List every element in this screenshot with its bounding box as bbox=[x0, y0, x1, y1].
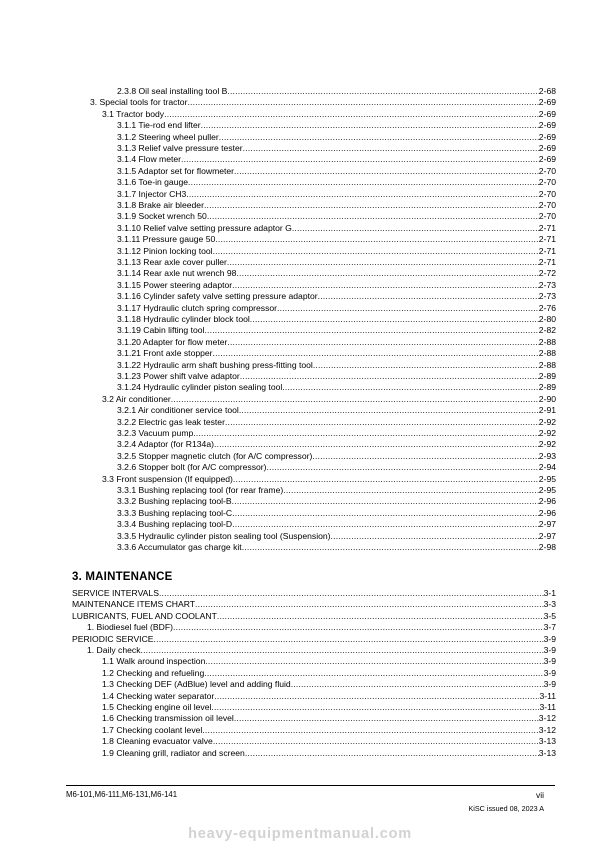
toc-leader-dots bbox=[159, 588, 544, 599]
toc-leader-dots bbox=[141, 645, 544, 656]
toc-entry-page: 2-69 bbox=[538, 143, 556, 153]
toc-entry-page: 2-69 bbox=[538, 97, 556, 108]
toc-entry[interactable] bbox=[117, 531, 556, 542]
toc-entry-title: 3.2.6 Stopper bolt (for A/C compressor) bbox=[117, 462, 267, 473]
toc-entry-title: 3.3.3 Bushing replacing tool-C bbox=[117, 507, 233, 518]
toc-leader-dots bbox=[245, 748, 539, 759]
toc-entry[interactable] bbox=[117, 382, 556, 393]
toc-entry-title: 3.3 Front suspension (If equipped) bbox=[102, 473, 233, 484]
footer-model-list: M6-101,M6-111,M6-131,M6-141 bbox=[66, 790, 178, 799]
toc-leader-dots bbox=[312, 451, 538, 462]
toc-entry-title: 3.2 Air conditioner bbox=[102, 393, 171, 404]
toc-leader-dots bbox=[283, 485, 539, 496]
toc-leader-dots bbox=[242, 542, 539, 553]
toc-entry-title: 3.3.5 Hydraulic cylinder piston sealing tool (Suspension) bbox=[117, 530, 331, 541]
toc-entry-page: 2-73 bbox=[538, 291, 556, 302]
toc-entry-title: 3.1 Tractor body bbox=[102, 108, 165, 119]
toc-entry-title: 3.2.4 Adaptor (for R134a) bbox=[117, 439, 214, 450]
toc-leader-dots bbox=[213, 246, 539, 257]
toc-entry-title: 3. Special tools for tractor bbox=[90, 97, 188, 108]
toc-entry[interactable] bbox=[117, 508, 556, 519]
toc-entry-title: 1.9 Cleaning grill, radiator and screen bbox=[102, 747, 245, 758]
toc-entry-title: 3.1.17 Hydraulic clutch spring compressor bbox=[117, 302, 278, 313]
toc-entry-page: 3-1 bbox=[543, 588, 556, 598]
toc-entry[interactable] bbox=[117, 211, 556, 222]
toc-entry-page: 2-88 bbox=[538, 359, 556, 370]
toc-entry[interactable] bbox=[117, 223, 556, 234]
toc-entry-page: 2-91 bbox=[538, 405, 556, 416]
toc-entry[interactable] bbox=[117, 542, 556, 553]
toc-leader-dots bbox=[292, 223, 539, 234]
toc-entry-page: 3-13 bbox=[538, 736, 556, 747]
toc-entry[interactable] bbox=[117, 280, 556, 291]
toc-entry[interactable] bbox=[72, 588, 556, 599]
toc-leader-dots bbox=[202, 725, 538, 736]
toc-leader-dots bbox=[267, 462, 539, 473]
toc-entry-page: 3-7 bbox=[543, 622, 556, 633]
toc-entry-title: 3.3.6 Accumulator gas charge kit bbox=[117, 542, 242, 552]
toc-leader-dots bbox=[232, 280, 539, 291]
toc-entry-title: 3.1.7 Injector CH3 bbox=[117, 188, 187, 199]
toc-entry-title: 1. Biodiesel fuel (BDF) bbox=[87, 622, 173, 633]
toc-entry-page: 2-90 bbox=[538, 393, 556, 404]
toc-entry-page: 2-95 bbox=[538, 473, 556, 484]
section-heading: 3. MAINTENANCE bbox=[72, 571, 173, 583]
toc-entry-title: 3.3.1 Bushing replacing tool (for rear frame) bbox=[117, 485, 284, 495]
toc-entry-title: 1.7 Checking coolant level bbox=[102, 724, 203, 735]
toc-entry-page: 2-69 bbox=[538, 131, 556, 142]
toc-leader-dots bbox=[232, 496, 539, 507]
toc-entry-title: 3.3.4 Bushing replacing tool-D bbox=[117, 519, 233, 530]
toc-entry[interactable] bbox=[117, 496, 556, 507]
toc-entry-page: 2-88 bbox=[538, 348, 556, 359]
toc-leader-dots bbox=[291, 679, 544, 690]
toc-entry-title: 3.1.14 Rear axle nut wrench 98 bbox=[117, 268, 237, 279]
toc-entry-title: 3.2.1 Air conditioner service tool bbox=[117, 405, 239, 416]
toc-entry[interactable] bbox=[102, 702, 556, 713]
toc-entry-page: 2-68 bbox=[538, 86, 556, 96]
toc-entry[interactable] bbox=[117, 439, 556, 450]
toc-leader-dots bbox=[154, 634, 544, 645]
toc-entry[interactable] bbox=[90, 97, 556, 108]
toc-entry-page: 2-76 bbox=[538, 302, 556, 313]
toc-entry-page: 2-89 bbox=[538, 371, 556, 381]
toc-leader-dots bbox=[277, 303, 539, 314]
toc-leader-dots bbox=[193, 428, 539, 439]
toc-entry-title: SERVICE INTERVALS bbox=[72, 588, 159, 598]
toc-leader-dots bbox=[227, 337, 538, 348]
toc-entry-title: 1.3 Checking DEF (AdBlue) level and adding fluid bbox=[102, 679, 291, 690]
toc-leader-dots bbox=[243, 143, 539, 154]
toc-leader-dots bbox=[240, 371, 539, 382]
toc-entry-title: 3.1.6 Toe-in gauge bbox=[117, 177, 189, 188]
toc-entry-page: 2-89 bbox=[538, 382, 556, 393]
toc-entry-page: 3-3 bbox=[543, 599, 556, 610]
toc-leader-dots bbox=[207, 211, 539, 222]
toc-entry-page: 3-13 bbox=[538, 747, 556, 758]
toc-entry-title: 3.1.16 Cylinder safety valve setting pressure adaptor bbox=[117, 291, 318, 302]
toc-entry-page: 2-98 bbox=[538, 542, 556, 552]
toc-entry-title: 3.1.2 Steering wheel puller bbox=[117, 131, 219, 142]
toc-entry[interactable] bbox=[102, 394, 556, 405]
toc-entry-page: 3-9 bbox=[543, 656, 556, 667]
toc-entry-title: 3.1.10 Relief valve setting pressure adaptor G bbox=[117, 222, 292, 233]
toc-entry-page: 3-9 bbox=[543, 645, 556, 655]
toc-leader-dots bbox=[214, 691, 539, 702]
toc-entry-page: 2-97 bbox=[538, 519, 556, 530]
toc-entry-title: 1.6 Checking transmission oil level bbox=[102, 713, 234, 724]
toc-entry-page: 3-12 bbox=[538, 713, 556, 724]
toc-entry[interactable] bbox=[102, 474, 556, 485]
toc-entry[interactable] bbox=[72, 634, 556, 645]
toc-entry-page: 3-9 bbox=[543, 667, 556, 678]
toc-entry[interactable] bbox=[117, 348, 556, 359]
toc-entry-title: 3.1.22 Hydraulic arm shaft bushing press-fitting tool bbox=[117, 359, 313, 370]
toc-entry[interactable] bbox=[102, 725, 556, 736]
toc-entry[interactable] bbox=[102, 656, 556, 667]
toc-leader-dots bbox=[204, 200, 539, 211]
toc-entry-title: 3.2.3 Vacuum pump bbox=[117, 428, 194, 438]
watermark: heavy-equipmentmanual.com bbox=[188, 826, 412, 842]
toc-entry[interactable] bbox=[117, 177, 556, 188]
toc-entry-page: 3-9 bbox=[543, 679, 556, 690]
toc-entry[interactable] bbox=[117, 451, 556, 462]
toc-entry[interactable] bbox=[117, 189, 556, 200]
toc-entry[interactable] bbox=[87, 622, 556, 633]
toc-entry[interactable] bbox=[117, 428, 556, 439]
toc-leader-dots bbox=[250, 314, 539, 325]
toc-entry-title: 3.2.2 Electric gas leak tester bbox=[117, 416, 225, 427]
toc-entry-page: 2-70 bbox=[538, 188, 556, 199]
toc-entry[interactable] bbox=[117, 246, 556, 257]
toc-leader-dots bbox=[232, 508, 539, 519]
toc-leader-dots bbox=[227, 86, 538, 97]
toc-entry[interactable] bbox=[102, 736, 556, 747]
toc-entry-page: 2-70 bbox=[538, 200, 556, 210]
toc-entry[interactable] bbox=[87, 645, 556, 656]
toc-entry[interactable] bbox=[117, 291, 556, 302]
toc-entry-page: 2-82 bbox=[538, 325, 556, 336]
toc-leader-dots bbox=[217, 611, 544, 622]
toc-leader-dots bbox=[215, 234, 539, 245]
toc-leader-dots bbox=[204, 668, 543, 679]
toc-entry-title: 2.3.8 Oil seal installing tool B bbox=[117, 86, 228, 96]
toc-entry-page: 3-11 bbox=[539, 690, 556, 701]
toc-leader-dots bbox=[239, 405, 539, 416]
toc-entry[interactable] bbox=[117, 234, 556, 245]
toc-entry[interactable] bbox=[102, 691, 556, 702]
toc-entry-title: 1.8 Cleaning evacuator valve bbox=[102, 736, 213, 747]
toc-entry[interactable] bbox=[117, 462, 556, 473]
toc-entry[interactable] bbox=[102, 748, 556, 759]
toc-entry-title: 3.1.3 Relief valve pressure tester bbox=[117, 143, 243, 153]
toc-entry-page: 2-96 bbox=[538, 496, 556, 507]
toc-leader-dots bbox=[213, 736, 539, 747]
toc-entry-title: 3.1.20 Adapter for flow meter bbox=[117, 336, 228, 347]
footer-issue-info: KiSC issued 08, 2023 A bbox=[468, 804, 544, 813]
toc-entry-page: 2-71 bbox=[538, 245, 556, 256]
toc-entry-page: 2-94 bbox=[538, 462, 556, 473]
toc-leader-dots bbox=[188, 177, 539, 188]
toc-entry-title: 3.1.24 Hydraulic cylinder piston sealing tool bbox=[117, 382, 283, 393]
toc-entry[interactable] bbox=[117, 200, 556, 211]
toc-entry-title: PERIODIC SERVICE bbox=[72, 633, 154, 644]
toc-entry[interactable] bbox=[117, 337, 556, 348]
toc-entry-page: 2-73 bbox=[538, 279, 556, 290]
toc-entry-page: 2-80 bbox=[538, 314, 556, 324]
toc-entry-title: 3.1.1 Tie-rod end lifter bbox=[117, 120, 201, 131]
toc-entry-page: 2-71 bbox=[538, 222, 556, 233]
toc-entry[interactable] bbox=[102, 109, 556, 120]
toc-entry-title: 3.1.21 Front axle stopper bbox=[117, 348, 213, 359]
toc-entry[interactable] bbox=[117, 143, 556, 154]
toc-entry-title: 1.5 Checking engine oil level bbox=[102, 702, 212, 712]
toc-leader-dots bbox=[211, 702, 539, 713]
toc-leader-dots bbox=[331, 531, 539, 542]
toc-leader-dots bbox=[214, 439, 539, 450]
toc-leader-dots bbox=[234, 166, 539, 177]
toc-entry-page: 2-88 bbox=[538, 336, 556, 347]
toc-entry-title: 3.1.4 Flow meter bbox=[117, 154, 181, 165]
toc-entry[interactable] bbox=[117, 166, 556, 177]
toc-entry-title: 3.1.11 Pressure gauge 50 bbox=[117, 234, 216, 245]
toc-leader-dots bbox=[234, 713, 539, 724]
toc-entry-page: 2-70 bbox=[538, 211, 556, 222]
toc-entry-title: MAINTENANCE ITEMS CHART bbox=[72, 599, 196, 610]
toc-entry[interactable] bbox=[117, 257, 556, 268]
toc-entry-title: 3.1.9 Socket wrench 50 bbox=[117, 211, 207, 222]
toc-entry-title: 3.2.5 Stopper magnetic clutch (for A/C compressor) bbox=[117, 450, 313, 461]
toc-leader-dots bbox=[204, 325, 538, 336]
toc-entry-page: 2-95 bbox=[538, 485, 556, 495]
toc-entry-page: 2-69 bbox=[538, 108, 556, 119]
toc-leader-dots bbox=[233, 474, 539, 485]
toc-entry[interactable] bbox=[102, 713, 556, 724]
toc-leader-dots bbox=[205, 656, 543, 667]
footer-divider bbox=[66, 785, 555, 786]
toc-entry-title: 3.1.19 Cabin lifting tool bbox=[117, 325, 205, 336]
toc-entry[interactable] bbox=[102, 668, 556, 679]
toc-entry[interactable] bbox=[117, 86, 556, 97]
toc-entry-page: 2-92 bbox=[538, 416, 556, 427]
toc-entry-title: 3.1.18 Hydraulic cylinder block tool bbox=[117, 314, 250, 324]
toc-leader-dots bbox=[227, 257, 539, 268]
toc-entry-page: 2-93 bbox=[538, 450, 556, 461]
toc-entry-page: 2-69 bbox=[538, 120, 556, 131]
toc-entry[interactable] bbox=[117, 405, 556, 416]
toc-leader-dots bbox=[187, 97, 538, 108]
toc-leader-dots bbox=[181, 154, 539, 165]
toc-entry-title: 1.1 Walk around inspection bbox=[102, 656, 206, 667]
toc-leader-dots bbox=[173, 622, 544, 633]
toc-leader-dots bbox=[213, 348, 539, 359]
toc-entry[interactable] bbox=[72, 599, 556, 610]
toc-entry[interactable] bbox=[117, 268, 556, 279]
toc-entry-page: 3-9 bbox=[543, 633, 556, 644]
toc-entry-title: LUBRICANTS, FUEL AND COOLANT bbox=[72, 610, 217, 621]
toc-entry[interactable] bbox=[117, 371, 556, 382]
toc-entry-page: 3-11 bbox=[539, 702, 556, 712]
toc-entry-page: 2-72 bbox=[538, 268, 556, 279]
toc-leader-dots bbox=[318, 291, 539, 302]
toc-leader-dots bbox=[232, 519, 539, 530]
toc-entry[interactable] bbox=[102, 679, 556, 690]
toc-entry[interactable] bbox=[117, 417, 556, 428]
toc-entry-title: 3.3.2 Bushing replacing tool-B bbox=[117, 496, 232, 507]
toc-entry[interactable] bbox=[117, 314, 556, 325]
toc-leader-dots bbox=[219, 132, 539, 143]
toc-entry-title: 3.1.13 Rear axle cover puller bbox=[117, 257, 227, 267]
toc-leader-dots bbox=[225, 417, 539, 428]
toc-entry[interactable] bbox=[117, 303, 556, 314]
toc-entry[interactable] bbox=[117, 519, 556, 530]
toc-entry-page: 2-92 bbox=[538, 439, 556, 450]
toc-entry-title: 3.1.23 Power shift valve adaptor bbox=[117, 371, 240, 381]
toc-leader-dots bbox=[195, 599, 544, 610]
toc-entry-page: 2-97 bbox=[538, 530, 556, 541]
toc-entry-title: 3.1.5 Adaptor set for flowmeter bbox=[117, 165, 235, 176]
toc-entry-title: 3.1.15 Power steering adaptor bbox=[117, 279, 233, 290]
toc-entry-page: 2-71 bbox=[538, 234, 556, 245]
toc-entry-title: 1. Daily check bbox=[87, 645, 141, 655]
toc-entry[interactable] bbox=[117, 325, 556, 336]
toc-entry[interactable] bbox=[117, 132, 556, 143]
toc-entry-page: 3-12 bbox=[538, 724, 556, 735]
toc-entry-page: 2-69 bbox=[538, 154, 556, 165]
toc-entry[interactable] bbox=[117, 360, 556, 371]
toc-leader-dots bbox=[236, 268, 538, 279]
toc-entry-title: 1.4 Checking water separator bbox=[102, 690, 215, 701]
toc-entry-title: 3.1.12 Pinion locking tool bbox=[117, 245, 213, 256]
toc-leader-dots bbox=[164, 109, 539, 120]
toc-entry-page: 3-5 bbox=[543, 610, 556, 621]
toc-entry-page: 2-96 bbox=[538, 507, 556, 518]
toc-entry[interactable] bbox=[117, 485, 556, 496]
toc-entry[interactable] bbox=[117, 120, 556, 131]
toc-entry-page: 2-70 bbox=[538, 165, 556, 176]
toc-entry-title: 3.1.8 Brake air bleeder bbox=[117, 200, 204, 210]
footer-page-number: vii bbox=[535, 790, 544, 800]
toc-leader-dots bbox=[313, 360, 539, 371]
toc-entry-page: 2-71 bbox=[538, 257, 556, 267]
toc-leader-dots bbox=[171, 394, 539, 405]
toc-leader-dots bbox=[282, 382, 539, 393]
toc-entry-title: 1.2 Checking and refueling bbox=[102, 667, 205, 678]
toc-leader-dots bbox=[201, 120, 539, 131]
toc-entry-page: 2-92 bbox=[538, 428, 556, 438]
toc-leader-dots bbox=[186, 189, 539, 200]
toc-entry[interactable] bbox=[72, 611, 556, 622]
toc-entry-page: 2-70 bbox=[538, 177, 556, 188]
toc-entry[interactable] bbox=[117, 154, 556, 165]
